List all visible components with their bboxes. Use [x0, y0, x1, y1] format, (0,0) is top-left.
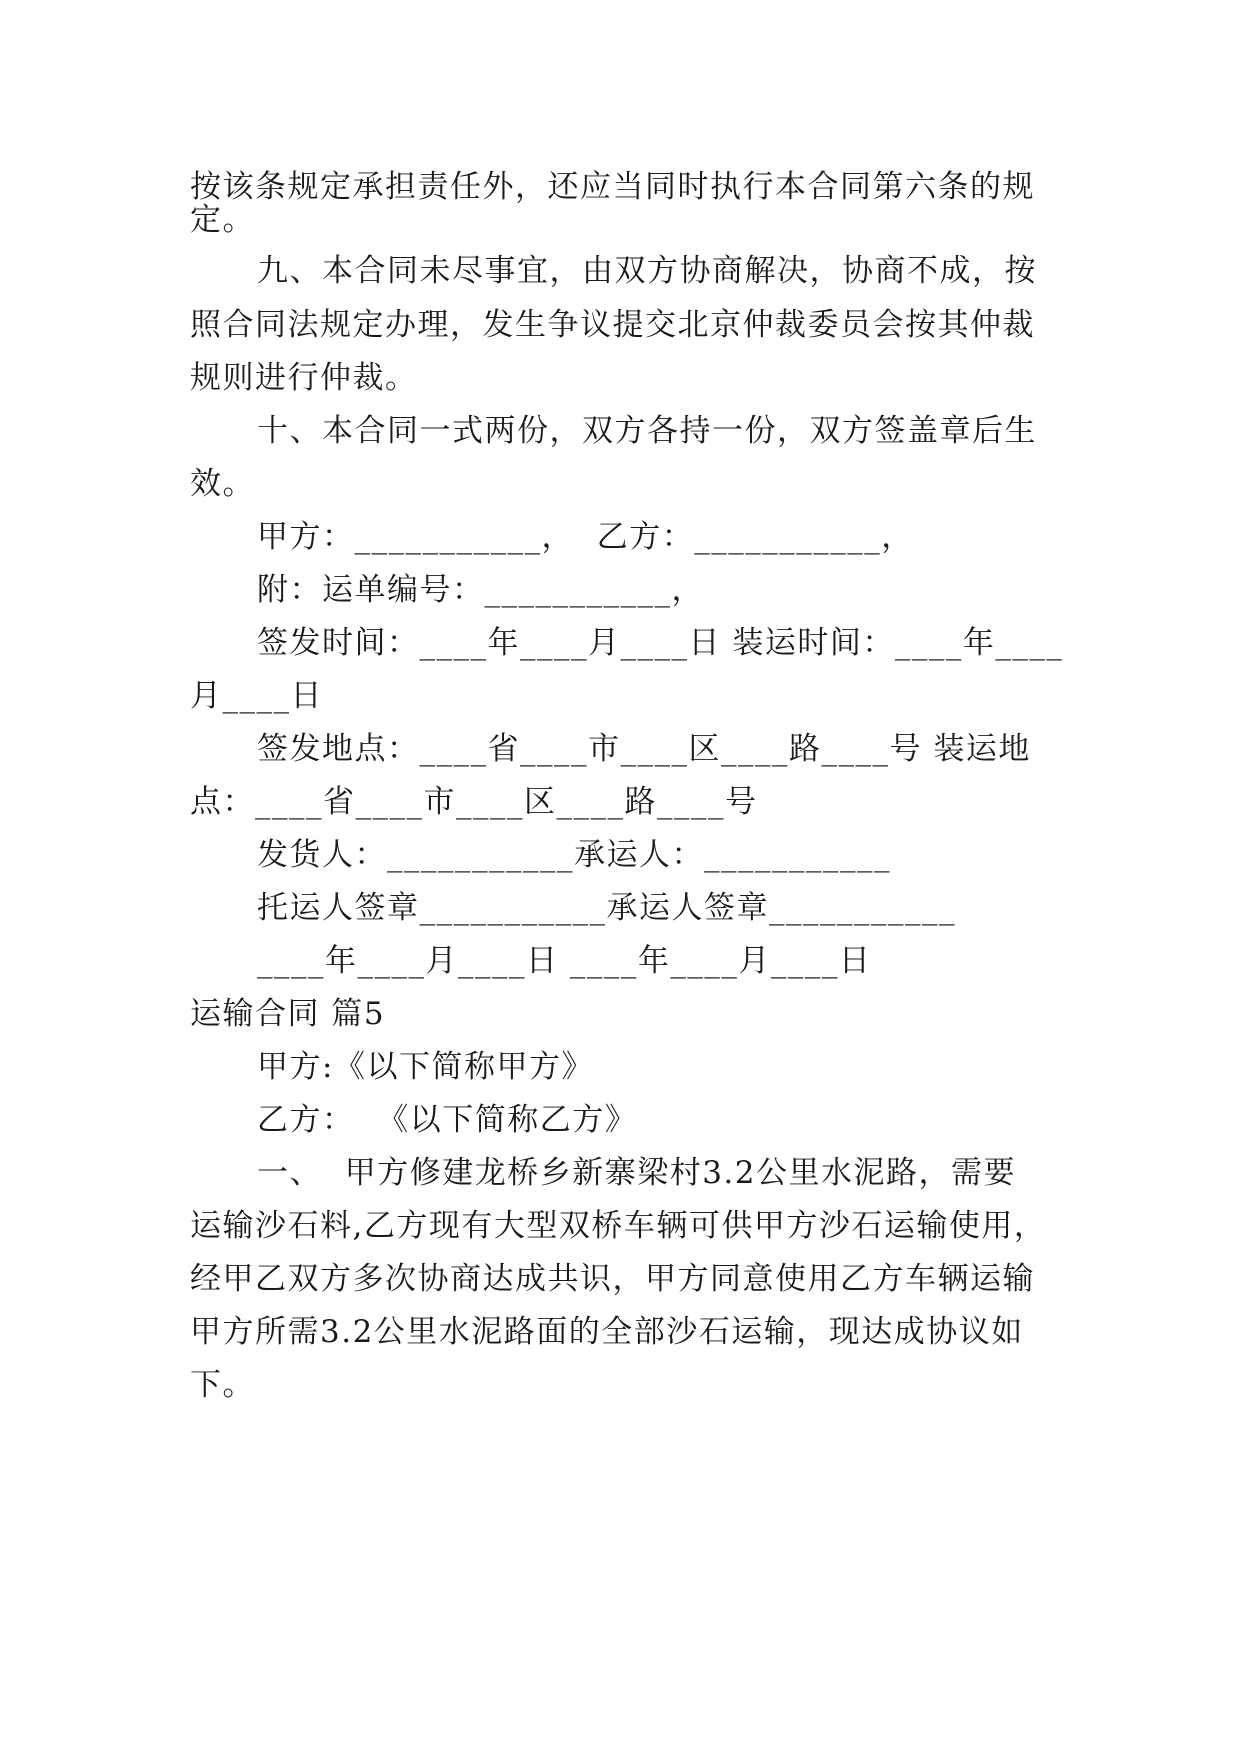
paragraph-line: 月____日 [190, 678, 323, 714]
signature-stamp-line: 托运人签章___________承运人签章___________ [257, 890, 956, 926]
signature-date-line: ____年____月____日 ____年____月____日 [257, 943, 872, 979]
party-signature-line: 甲方：___________， 乙方：___________， [257, 519, 914, 555]
party-b-line: 乙方： 《以下简称乙方》 [257, 1102, 638, 1138]
paragraph-line: 下。 [190, 1367, 255, 1403]
party-a-line: 甲方:《以下简称甲方》 [257, 1049, 594, 1085]
issue-place-line: 签发地点：____省____市____区____路____号 装运地 [257, 731, 1031, 767]
clause-ten-line: 十、本合同一式两份，双方各持一份，双方签盖章后生 [257, 413, 1037, 449]
issue-time-line: 签发时间：____年____月____日 装运时间：____年____ [257, 625, 1064, 661]
clause-one-line: 一、 甲方修建龙桥乡新寨梁村3.2公里水泥路，需要 [257, 1155, 1017, 1191]
paragraph-line: 定。 [190, 202, 255, 238]
paragraph-line: 照合同法规定办理，发生争议提交北京仲裁委员会按其仲裁 [190, 307, 1035, 343]
paragraph-line: 甲方所需3.2公里水泥路面的全部沙石运输，现达成协议如 [190, 1314, 1024, 1350]
paragraph-line: 点：____省____市____区____路____号 [190, 784, 758, 820]
shipper-carrier-line: 发货人：___________承运人：___________ [257, 837, 891, 873]
paragraph-line: 按该条规定承担责任外，还应当同时执行本合同第六条的规 [190, 169, 1035, 205]
paragraph-line: 规则进行仲裁。 [190, 360, 418, 396]
clause-nine-line: 九、本合同未尽事宜，由双方协商解决，协商不成，按 [257, 253, 1037, 289]
paragraph-line: 经甲乙双方多次协商达成共识，甲方同意使用乙方车辆运输 [190, 1261, 1035, 1297]
waybill-number-line: 附：运单编号：___________， [257, 572, 704, 608]
paragraph-line: 效。 [190, 466, 255, 502]
paragraph-line: 运输沙石料,乙方现有大型双桥车辆可供甲方沙石运输使用， [190, 1208, 1047, 1244]
section-heading: 运输合同 篇5 [190, 996, 386, 1032]
